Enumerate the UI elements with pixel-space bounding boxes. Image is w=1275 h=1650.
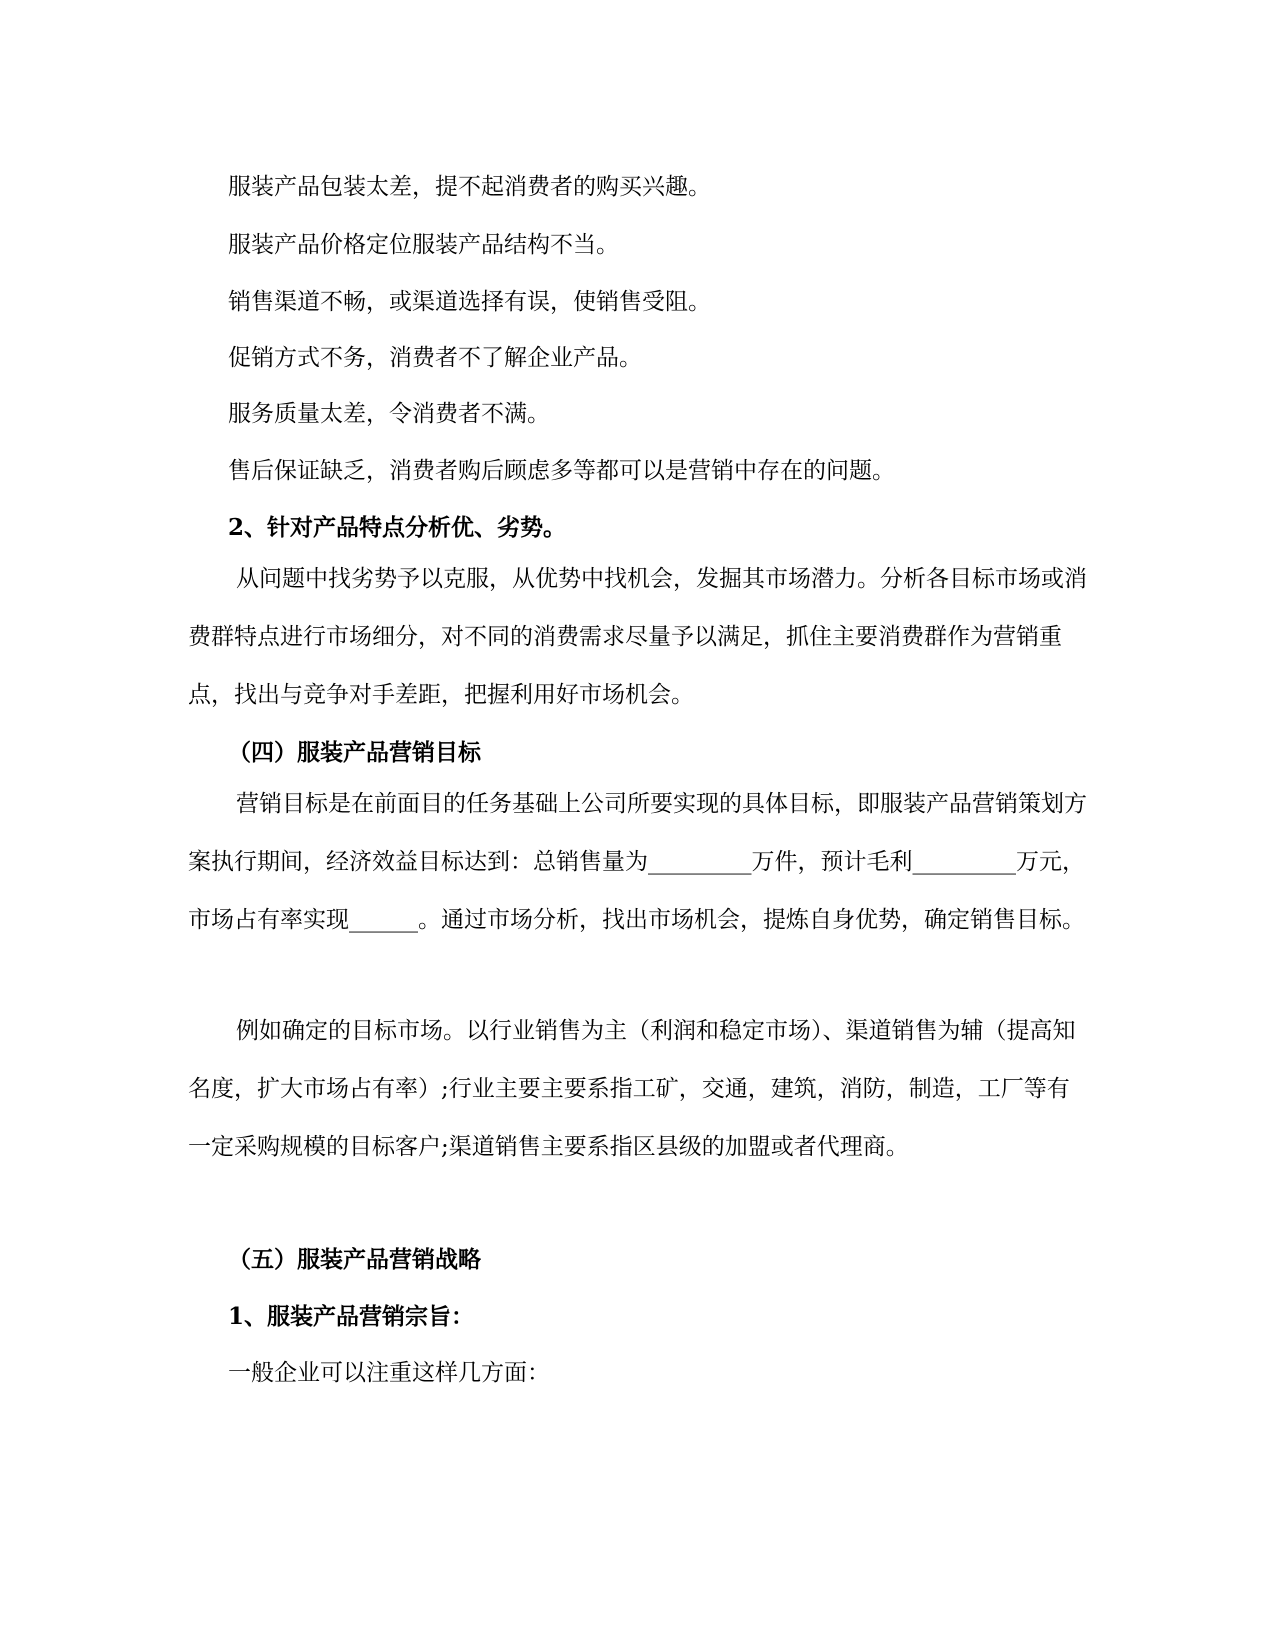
problem-line-3: 销售渠道不畅，或渠道选择有误，使销售受阻。 bbox=[228, 289, 711, 315]
problem-line-5: 服务质量太差，令消费者不满。 bbox=[228, 401, 550, 427]
problem-line-2: 服装产品价格定位服装产品结构不当。 bbox=[228, 232, 619, 258]
heading-marketing-strategy: （五）服装产品营销战略 bbox=[228, 1246, 481, 1273]
heading-strengths-weaknesses: 2、针对产品特点分析优、劣势。 bbox=[228, 514, 567, 541]
heading-marketing-goals: （四）服装产品营销目标 bbox=[228, 739, 481, 766]
problem-line-1: 服装产品包装太差，提不起消费者的购买兴趣。 bbox=[228, 174, 711, 200]
paragraph-goals: 营销目标是在前面目的任务基础上公司所要实现的具体目标，即服装产品营销策划方案执行期间，经济效益目标达到：总销售量为_________万件，预计毛利_________万元，市场占有率实现______。通过市场分析，找出市场机会，提炼自身优势，确定销售目标。 bbox=[188, 791, 1087, 933]
paragraph-analysis: 从问题中找劣势予以克服，从优势中找机会，发掘其市场潜力。分析各目标市场或消费群特点进行市场细分，对不同的消费需求尽量予以满足，抓住主要消费群作为营销重点，找出与竞争对手差距，把握利用好市场机会。 bbox=[188, 566, 1087, 708]
problem-line-6: 售后保证缺乏，消费者购后顾虑多等都可以是营销中存在的问题。 bbox=[228, 458, 895, 484]
problem-line-4: 促销方式不务，消费者不了解企业产品。 bbox=[228, 345, 642, 371]
paragraph-example: 例如确定的目标市场。以行业销售为主（利润和稳定市场）、渠道销售为辅（提高知名度，扩大市场占有率）;行业主要主要系指工矿，交通，建筑，消防，制造，工厂等有一定采购规模的目标客户;渠道销售主要系指区县级的加盟或者代理商。 bbox=[188, 1018, 1076, 1160]
paragraph-aspects: 一般企业可以注重这样几方面： bbox=[228, 1360, 550, 1386]
heading-marketing-purpose: 1、服装产品营销宗旨： bbox=[228, 1303, 475, 1330]
